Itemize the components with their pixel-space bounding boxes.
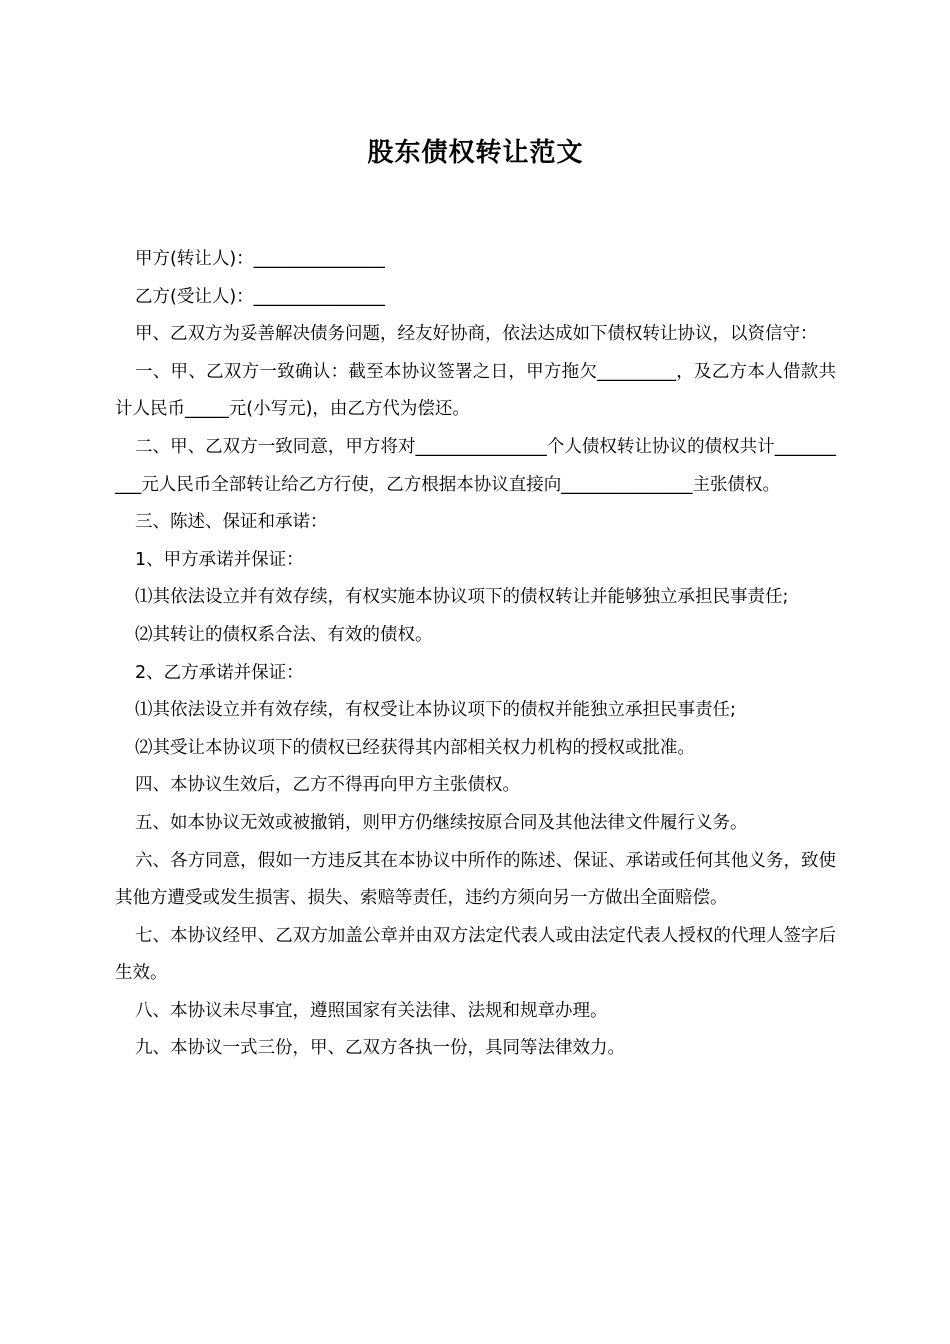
document-body xyxy=(115,241,836,1068)
paragraph-party-a: 甲方(转让人)：_______________ xyxy=(135,249,385,269)
paragraph-clause-3-2-b: ⑵其受让本协议项下的债权已经获得其内部相关权力机构的授权或批准。 xyxy=(135,737,695,758)
paragraph-clause-7: 七、本协议经甲、乙双方加盖公章并由双方法定代表人或由法定代表人授权的代理人签字后生效。 xyxy=(115,925,836,984)
paragraph-clause-9: 九、本协议一式三份，甲、乙双方各执一份，具同等法律效力。 xyxy=(135,1038,625,1059)
paragraph-clause-3-2: 2、乙方承诺并保证： xyxy=(135,662,304,683)
paragraph-clause-3-heading: 三、陈述、保证和承诺： xyxy=(135,512,328,533)
paragraph-clause-5: 五、如本协议无效或被撤销，则甲方仍继续按原合同及其他法律文件履行义务。 xyxy=(135,812,748,833)
paragraph-party-b: 乙方(受让人)：_______________ xyxy=(135,286,385,307)
paragraph-clause-6: 六、各方同意，假如一方违反其在本协议中所作的陈述、保证、承诺或任何其他义务，致使其他方遭受或发生损害、损失、索赔等责任，违约方须向另一方做出全面赔偿。 xyxy=(115,850,836,909)
document-title: 股东债权转让范文 xyxy=(367,138,584,168)
paragraph-clause-3-2-a: ⑴其依法设立并有效存续，有权受让本协议项下的债权并能独立承担民事责任; xyxy=(135,700,736,721)
paragraph-clause-3-1-b: ⑵其转让的债权系合法、有效的债权。 xyxy=(135,624,433,645)
paragraph-clause-3-1-a: ⑴其依法设立并有效存续，有权实施本协议项下的债权转让并能够独立承担民事责任; xyxy=(135,587,789,608)
paragraph-preamble: 甲、乙双方为妥善解决债务问题，经友好协商，依法达成如下债权转让协议，以资信守： xyxy=(135,324,818,345)
paragraph-clause-8: 八、本协议未尽事宜，遵照国家有关法律、法规和规章办理。 xyxy=(135,1000,608,1021)
paragraph-clause-1: 一、甲、乙双方一致确认：截至本协议签署之日，甲方拖欠_________，及乙方本人借款共计人民币_____元(小写元)，由乙方代为偿还。 xyxy=(115,361,836,420)
paragraph-clause-2: 二、甲、乙双方一致同意，甲方将对_______________个人债权转让协议的债权共计__________元人民币全部转让给乙方行使，乙方根据本协议直接向_______________主张债权。 xyxy=(115,436,836,495)
paragraph-clause-4: 四、本协议生效后，乙方不得再向甲方主张债权。 xyxy=(135,775,520,796)
paragraph-clause-3-1: 1、甲方承诺并保证： xyxy=(135,549,304,570)
